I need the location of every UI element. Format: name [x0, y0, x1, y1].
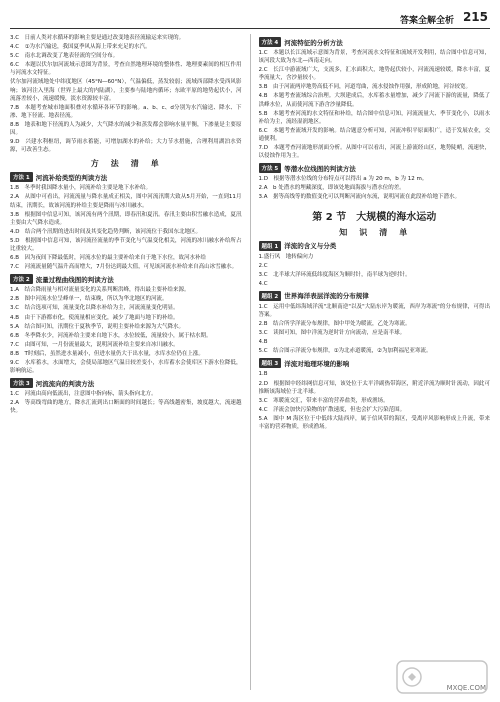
answer-line: 2.C 长江中游流域广大，支流多，汇水面积大，地势起伏较小，河流流速较缓，降水丰富，夏季流量大，含沙量较小。: [258, 67, 490, 82]
answer-line: 3.C 北半球大洋环流低纬度海区为顺时针，南半球为逆时针。: [258, 271, 411, 278]
answer-line: 1.B: [258, 371, 268, 378]
answer-line: 2.A 从图中可看出，河流流量与降水量成正相关，图中河流汛期大致从5月开始，一直到11月结束，汛期长，故该河流的补给主要是降雨与冰川融水。: [10, 194, 242, 209]
method-heading: [259, 241, 491, 251]
answer-line: 6.C 本题考查流域开发的影响。结合题意分析可知，河流冲积平原面积广，适于发展农业，交通便利。: [258, 127, 490, 142]
chapter-title: 第 2 节 大规模的海水运动: [312, 211, 437, 223]
method-heading-text: 等潜水位线图的判读方法: [284, 164, 356, 173]
method-badge: 题组 1: [259, 241, 282, 251]
page-header: [0, 6, 500, 28]
answer-line: 6.B 冬季降水少，河流补给主要来自地下水，水位较低，流量较小，属于枯水期。: [10, 332, 212, 339]
answer-line: 4.C ①为水汽输送，我国夏季风从海上带来充足的水汽。: [10, 44, 151, 51]
watermark-text: MXQE.COM: [446, 684, 486, 692]
answer-line: 1.D 根据等潜水位线的分布特点可以得出 a 为 20 m，b 为 12 m。: [258, 176, 428, 183]
section-title: 方 法 清 单: [90, 159, 161, 169]
answer-line: 4.C: [258, 280, 268, 287]
answer-line: 3.C 日前人类对水循环的影响主要是通过改变地表径流输运来实现的。: [10, 35, 185, 41]
method-heading-text: 流量过程曲线图的判读方法: [35, 275, 114, 284]
answer-line: 3.C 读图可知，图中洋流为逆时针方向流动，应是南半球。: [258, 330, 406, 337]
answer-line: 5.B 本题考查河流的水文特征和补给，结合图中信息可知，河流流量大、季节变化小，以雨水补给为主，流经湿润地区。: [258, 110, 490, 125]
answer-line: 3.B 由于河流两岸地势高低不同，河道弯曲，流水侵蚀作用强，形成阶地，河谷较宽。: [258, 84, 472, 91]
answer-line: 5.A 结合图可知，汛期位于夏秋季节，说明主要补给来源为大气降水。: [10, 323, 185, 330]
answer-line: 8.B T时刻后，虽然进水量减小，但进水量仍大于出水量，水库水位仍在上涨。: [10, 350, 204, 357]
answer-line: 1.B 冬季时我国降水量小，河流补给主要是地下水补给。: [10, 185, 152, 192]
answer-line: 2.A b 处潜水的埋藏深度，即该处地面海拔与潜水位的差。: [258, 185, 405, 192]
method-badge: 题组 2: [259, 291, 282, 301]
answer-line: 5.C 结合图示洋流分布规律，①为北赤道暖流，②为加利福尼亚寒流。: [258, 348, 432, 355]
answer-line: 4.C 洋流会加快污染物的扩散速度，但也会扩大污染范围。: [258, 406, 406, 413]
answer-line: 2.A 等高线弯曲的地方，降水汇流到出口断面的时间越长；等高线越密集，坡度越大，流速越快。: [10, 400, 242, 415]
answer-line: 7.D 本题考查河流地形剖面分析。从图中可以看出，河流上游流经山区，地势陡峭，流速快，以侵蚀作用为主。: [258, 145, 490, 160]
method-heading-text: 河流补给类型的判读方法: [35, 173, 108, 182]
answer-line: 1.C 本题以长江流域示意图为背景，考查河流水文特征和流域开发利用，结合图中信息可知，该河段大致为东北—西南走向。: [258, 50, 490, 65]
content-columns: [10, 34, 490, 690]
answer-line: 1.盛行风 地转偏向力: [258, 253, 314, 260]
header-title: 答案全解全析: [399, 16, 454, 26]
answer-line: 3.A 据等高线等的数值变化可以判断河流向东流，说明河流在此段补给地下潜水。: [258, 194, 461, 201]
answer-line: 1.C 河流由高向低流出，注意图中指向标，箭头指向北方。: [10, 391, 157, 398]
answer-line: 4.B 由于下游都市化，使流量相应变化，减少了地面与地下的补给。: [10, 314, 179, 321]
answer-line: 8.B 地表和地下径流的人为减少，大气降水的减少和蒸发都会影响水量平衡，下渗量是主要原因。: [10, 121, 242, 137]
answer-line: 7.B 本题考查城市地面积叠对水循环各环节的影响。a、b、c、d分别为水汽输送、降水、下渗、地下径流、地表径流。: [10, 104, 242, 119]
method-heading-text: 河流特征的分析方法: [284, 38, 343, 47]
page-number: 215: [462, 10, 488, 24]
answer-line: 7.C 由图可知，一月份流量最大，说明河流补给主要来自冰川融水。: [10, 341, 179, 348]
answer-line: 1.A 结合降雨量与相对流量变化的关系判断洪峰，得出最主要补给来源。: [10, 287, 190, 294]
answer-line: 9.C 水库蓄水，水面增大，会使局部地区气温日较差变小，水库蓄水会使库区下游水位降低，影响航运。: [10, 360, 242, 375]
answer-line: 2.B 图中河流水位呈峰单一，结束晚，所以为华北地区的河流。: [10, 296, 168, 303]
header-rule: [10, 28, 490, 29]
answer-line: 3.C 寒暖流交汇，带来丰富的营养盐类，形成渔场。: [258, 397, 389, 404]
method-badge: 方法 4: [259, 37, 282, 47]
right-column: [259, 34, 491, 690]
answer-line: 5.A 图中 M 海区位于中低纬大陆西岸，属于信风带的海区，受离岸风影响形成上升流，带来丰富的营养物质，形成渔场。: [258, 415, 490, 430]
answer-line: 1.C 运用中低纬海域洋流"北顺南逆"以及"大陆东岸为暖流，西岸为寒流"的分布规律，可得出答案。: [258, 303, 490, 318]
left-column: [10, 34, 242, 690]
answer-line: 5.D 根据图中信息可知，该河流径流量的季节变化与气温变化相关，河流的冰川融水补给所占比重较大。: [10, 237, 242, 252]
method-badge: 题组 3: [259, 358, 282, 368]
answer-line: 3.B 根据图中信息可知，该河流有两个汛期，即春汛和夏汛。春汛主要由积雪融水造成，夏汛主要由大气降水造成。: [10, 211, 242, 226]
method-heading-text: 世界海洋表层洋流的分布规律: [284, 292, 369, 301]
answer-line: 7.C 河流流量随气温升高而增大，7月份达到最大值，可见该河流水补给来自高山冰雪融水。: [10, 264, 238, 271]
answer-line: 伏尔加河流域地处中纬度地区（45°N—60°N），气温偏低，蒸发较弱；流域西部降水受西风影响；该河注入里海（世界上最大的内陆湖），主要参与陆地内循环；东欧平原的地势起伏小，河流落差较小，流速缓慢，淡水资源较丰富。: [10, 79, 242, 102]
answer-line: 4.B 本题考查流域综合治理。大坝建成后，水库蓄水量增加，减少了河流下游的流量，降低了洪峰水位，从而使河流下游含沙量降低。: [258, 93, 490, 108]
answer-line: 5.C 南水北调改变了地表径流的空间分布。: [10, 53, 119, 60]
method-heading: [259, 163, 491, 173]
answer-line: 2.C: [258, 262, 268, 269]
method-heading-text: 洋流的含义与分类: [284, 242, 337, 250]
method-heading: [259, 358, 491, 368]
answer-line: 6.B 因为夜间下降最低时，河流水位的最主要补给来自于地下水位，故河水补给: [10, 255, 207, 262]
method-badge: 方法 5: [259, 163, 282, 173]
answer-line: 6.C 本题以伏尔加河流域示意图为背景，考查自然地理环境的整体性、地理要素间的相互作用与河流水文特征。: [10, 62, 242, 77]
method-badge: 方法 1: [10, 172, 33, 182]
method-heading: [10, 378, 242, 388]
answer-line: 4.B: [258, 339, 268, 346]
method-heading: [10, 172, 242, 182]
section-title: 知 识 清 单: [339, 227, 410, 237]
method-heading-text: 河流流向的判读方法: [35, 379, 95, 388]
answer-line: 2.D 根据图中经纬网信息可知，该处位于太平洋副热带海区，附近洋流为顺时针流动，因此可推断该海域位于北半球。: [258, 380, 490, 395]
answer-line: 4.D 结合两个汛期的进出时间及其变化趋势判断，该河流位于我国东北地区。: [10, 228, 201, 235]
answer-line: 9.D 兴建水利枢纽，调节雨水蓄能，可增加湖水的补给；大力节水措施，合理利用湖泊水资源，可改善生态。: [10, 139, 242, 154]
column-divider: [250, 34, 251, 690]
answer-line: 3.C 结合选项可知，流量变化以降水补给为主，河流流量变化明显。: [10, 305, 179, 312]
method-heading: [259, 37, 491, 47]
method-badge: 方法 3: [10, 378, 33, 388]
method-heading-text: 洋流对地理环境的影响: [284, 359, 350, 368]
method-heading: [10, 274, 242, 284]
answer-line: 2.B 结合所学洋流分布规律，图中甲处为暖流，乙处为寒流。: [258, 321, 411, 328]
method-badge: 方法 2: [10, 274, 33, 284]
method-heading: [259, 291, 491, 301]
